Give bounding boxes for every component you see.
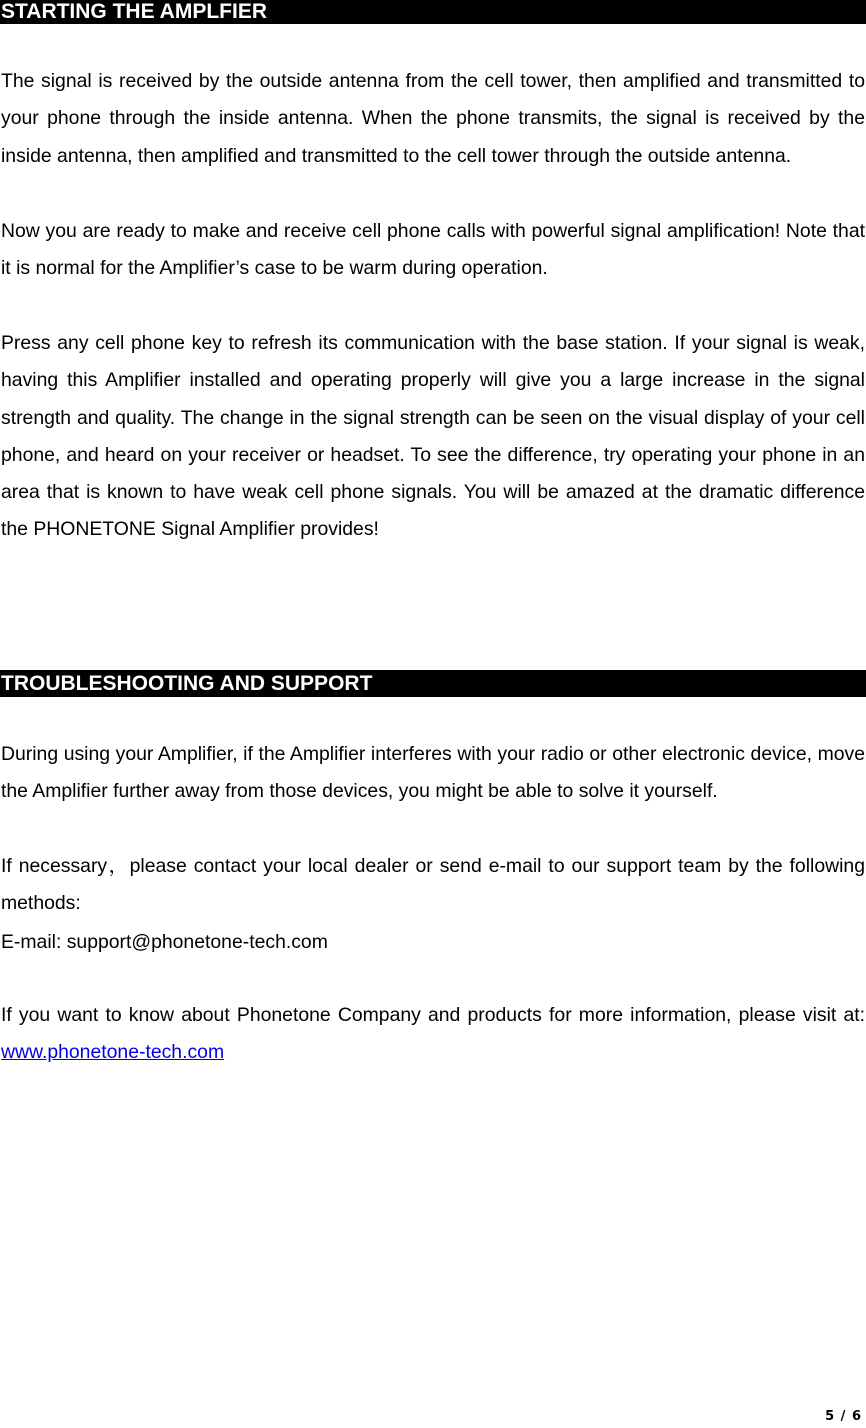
paragraph-contact: If necessary，please contact your local dealer or send e-mail to our support team by the following methods:: [1, 855, 865, 915]
paragraph-interference: During using your Amplifier, if the Amplifier interferes with your radio or other electronic device, move the Amplifier further away from those devices, you might be able to solve it yourself.: [1, 743, 865, 803]
section-heading-troubleshooting: TROUBLESHOOTING AND SUPPORT: [0, 670, 866, 697]
paragraph-signal-path: The signal is received by the outside antenna from the cell tower, then amplified and transmitted to your phone through the inside antenna. When the phone transmits, the signal is received by the inside antenna, then amplified and transmitted to the cell tower through the outside antenna.: [1, 70, 865, 167]
paragraph-visit: [1, 997, 865, 1072]
website-link[interactable]: www.phonetone-tech.com: [1, 1041, 225, 1064]
email-line: E-mail: support@phonetone-tech.com: [1, 931, 328, 953]
visit-text: If you want to know about Phonetone Company and products for more information, please visit at:: [1, 1004, 865, 1026]
section-heading-starting: STARTING THE AMPLFIER: [0, 0, 866, 24]
page-number: 5 / 6: [825, 1409, 862, 1424]
paragraph-ready: Now you are ready to make and receive cell phone calls with powerful signal amplification! Note that it is normal for the Amplifier’s case to be warm during operation.: [1, 220, 865, 280]
paragraph-refresh: Press any cell phone key to refresh its communication with the base station. If your signal is weak, having this Amplifier installed and operating properly will give you a large increase in the signal strength and quality. The change in the signal strength can be seen on the visual display of your cell phone, and heard on your receiver or headset. To see the difference, try operating your phone in an area that is known to have weak cell phone signals. You will be amazed at the dramatic difference the PHONETONE Signal Amplifier provides!: [1, 332, 865, 541]
